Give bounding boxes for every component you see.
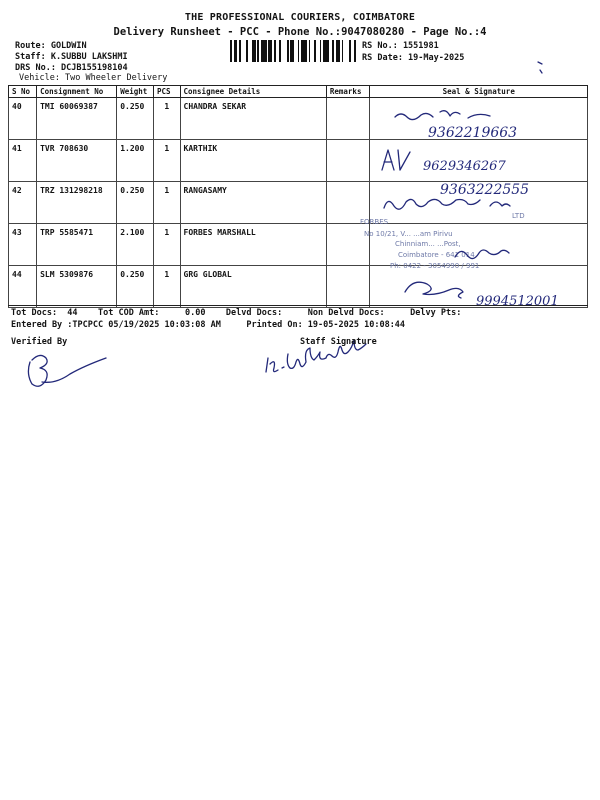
header-weight: Weight [117, 86, 154, 98]
signature-scribble-42 [384, 199, 510, 209]
row-sno: 41 [9, 140, 37, 182]
handwritten-phone-42: 9363222555 [440, 182, 530, 198]
stamp-line-1: FORBES [360, 218, 389, 226]
row-consignment: TRP 5585471 [37, 224, 117, 266]
header-consignee: Consignee Details [180, 86, 326, 98]
signature-scribble-44 [405, 282, 463, 298]
row-pcs: 1 [153, 140, 180, 182]
signature-scribble-41 [382, 150, 410, 170]
row-consignment: SLM 5309876 [37, 266, 117, 308]
ink-mark [538, 62, 542, 73]
row-weight: 1.200 [117, 140, 154, 182]
row-pcs: 1 [153, 266, 180, 308]
verified-by-label: Verified By [11, 337, 68, 347]
row-consignee: KARTHIK [180, 140, 326, 182]
handwritten-phone-40: 9362219663 [428, 125, 518, 141]
row-sno: 44 [9, 266, 37, 308]
row-weight: 0.250 [117, 98, 154, 140]
route-label: Route: GOLDWIN [15, 41, 87, 51]
rs-date: RS Date: 19-May-2025 [362, 53, 465, 63]
row-pcs: 1 [153, 98, 180, 140]
row-sno: 40 [9, 98, 37, 140]
header-consignment: Consignment No [37, 86, 117, 98]
header-seal-signature: Seal & Signature [370, 86, 588, 98]
totals-divider [8, 305, 588, 306]
row-pcs: 1 [153, 224, 180, 266]
drs-number: DRS No.: DCJB155198104 [15, 63, 128, 73]
vehicle-label: Vehicle: Two Wheeler Delivery [19, 73, 168, 83]
company-title: THE PROFESSIONAL COURIERS, COIMBATORE [184, 12, 416, 23]
row-sno: 42 [9, 182, 37, 224]
handwritten-phone-44: 9994512001 [476, 294, 559, 309]
stamp-line-3: No 10/21, V... ...am Pirivu [364, 230, 453, 238]
header-pcs: PCS [153, 86, 180, 98]
company-stamp [360, 212, 525, 270]
row-weight: 2.100 [117, 224, 154, 266]
stamp-line-4: Chinniam... ...Post, [395, 240, 461, 248]
row-consignment: TVR 708630 [37, 140, 117, 182]
row-pcs: 1 [153, 182, 180, 224]
header-remarks: Remarks [326, 86, 370, 98]
row-sno: 43 [9, 224, 37, 266]
stamp-line-2: LTD [512, 212, 525, 220]
stamp-line-5: Coimbatore - 641 014 [398, 251, 475, 259]
row-consignee: FORBES MARSHALL [180, 224, 326, 266]
verified-signature [28, 355, 106, 386]
row-weight: 0.250 [117, 182, 154, 224]
row-consignee: CHANDRA SEKAR [180, 98, 326, 140]
runsheet-subtitle: Delivery Runsheet - PCC - Phone No.:9047080280 - Page No.:4 [113, 26, 487, 38]
row-weight: 0.250 [117, 266, 154, 308]
header-sno: S No [9, 86, 37, 98]
row-consignee: RANGASAMY [180, 182, 326, 224]
stamp-line-6: Ph: 0422 - 3054990 / 991 [390, 262, 480, 270]
row-consignment: TMI 60069387 [37, 98, 117, 140]
totals-line: Tot Docs: 44 Tot COD Amt: 0.00 Delvd Docs: Non Delvd Docs: Delvy Pts: [11, 308, 462, 318]
signature-scribble-40 [395, 111, 490, 120]
rs-number: RS No.: 1551981 [362, 41, 439, 51]
row-consignment: TRZ 131298218 [37, 182, 117, 224]
staff-signature-label: Staff Signature [300, 337, 377, 347]
handwritten-phone-41: 9629346267 [423, 159, 506, 174]
entered-by-line: Entered By :TPCPCC 05/19/2025 10:03:08 AM Printed On: 19-05-2025 10:08:44 [11, 320, 406, 330]
staff-label: Staff: K.SUBBU LAKSHMI [15, 52, 128, 62]
row-consignee: GRG GLOBAL [180, 266, 326, 308]
